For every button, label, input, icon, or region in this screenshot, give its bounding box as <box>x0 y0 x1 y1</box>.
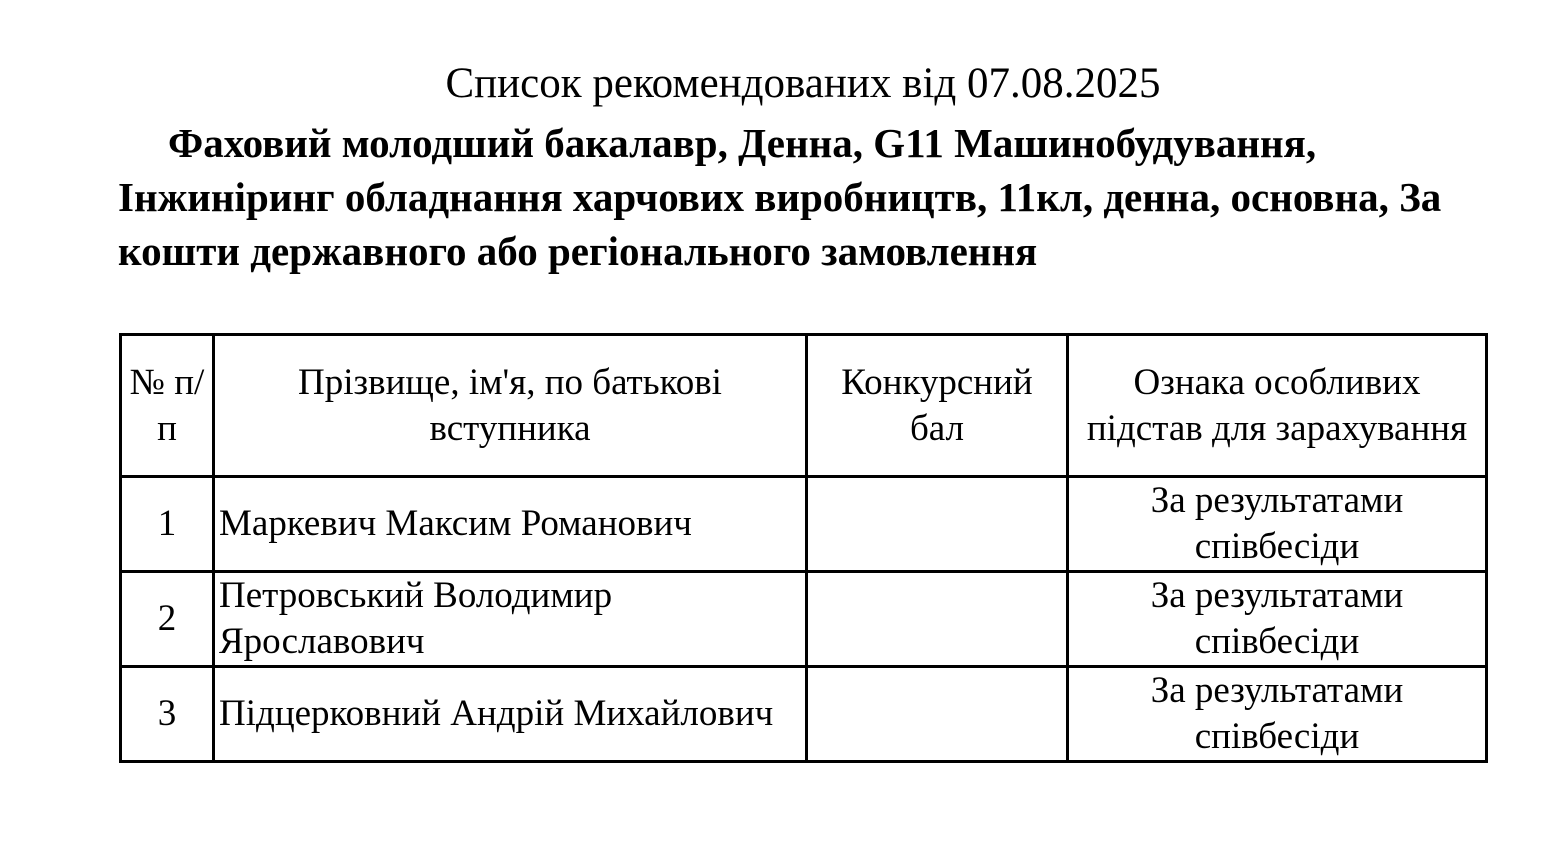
table-row <box>121 667 1487 762</box>
row-basis: За результатами співбесіди <box>1068 667 1487 762</box>
row-number: 2 <box>121 572 214 667</box>
document-title: Список рекомендованих від 07.08.2025 <box>445 60 1161 107</box>
row-score <box>807 477 1068 572</box>
row-name: Маркевич Максим Романович <box>214 477 807 572</box>
header-basis: Ознака особливих підстав для зарахування <box>1068 335 1487 477</box>
row-number: 1 <box>121 477 214 572</box>
table-header-row <box>121 335 1487 477</box>
row-score <box>807 572 1068 667</box>
header-name: Прізвище, ім'я, по батькові вступника <box>214 335 807 477</box>
row-basis: За результатами співбесіди <box>1068 572 1487 667</box>
header-number: № п/п <box>121 335 214 477</box>
table-row <box>121 572 1487 667</box>
table-row <box>121 477 1487 572</box>
row-basis: За результатами співбесіди <box>1068 477 1487 572</box>
row-number: 3 <box>121 667 214 762</box>
recommended-list-table <box>119 333 1488 763</box>
row-name: Петровський Володимир Ярославович <box>214 572 807 667</box>
row-name: Підцерковний Андрій Михайлович <box>214 667 807 762</box>
row-score <box>807 667 1068 762</box>
document-subtitle: Фаховий молодший бакалавр, Денна, G11 Машинобудування, Інжиніринг обладнання харчових виробництв, 11кл, денна, основна, За кошти державного або регіонального замовлення <box>118 120 1442 274</box>
header-score: Конкурсний бал <box>807 335 1068 477</box>
